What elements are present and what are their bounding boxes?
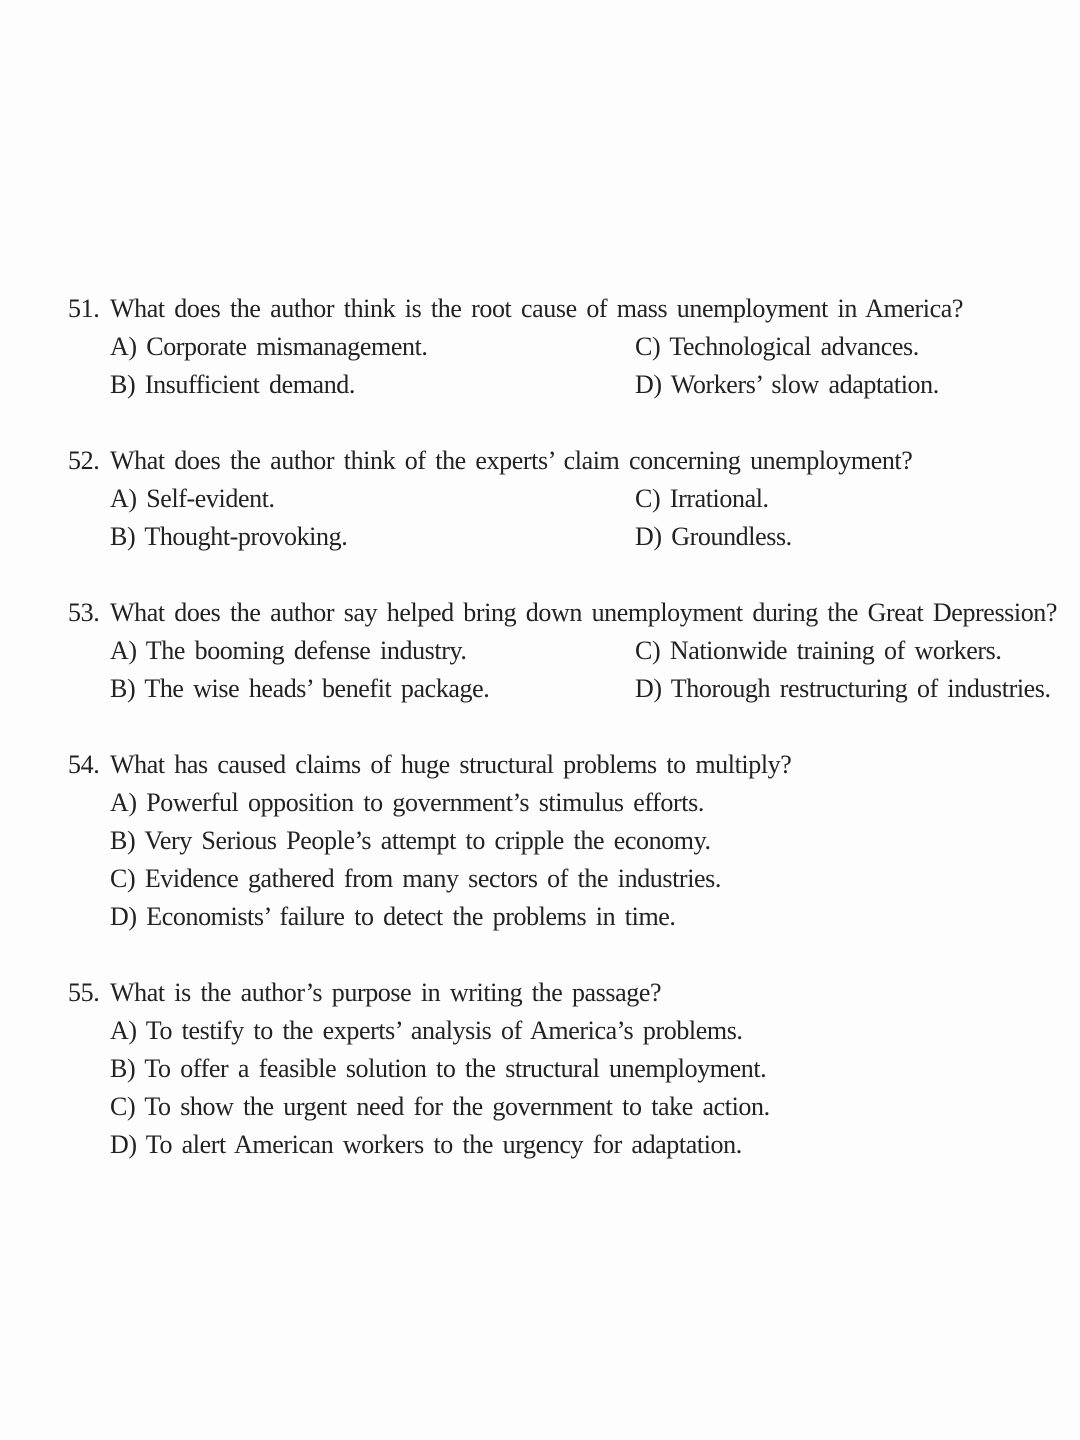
- options-list: [110, 1012, 1060, 1164]
- option-item: [635, 632, 1060, 670]
- option-label: B): [110, 826, 136, 855]
- option-text: Very Serious People’s attempt to cripple the economy.: [144, 826, 711, 855]
- option-text: Self-evident.: [146, 484, 275, 513]
- question-number: 52.: [68, 446, 100, 475]
- options-grid: [110, 480, 1060, 556]
- option-text: Groundless.: [671, 522, 792, 551]
- option-label: A): [110, 788, 137, 817]
- option-text: To offer a feasible solution to the structural unemployment.: [144, 1054, 767, 1083]
- option-text: Evidence gathered from many sectors of the industries.: [144, 864, 721, 893]
- question-line: [68, 290, 1060, 328]
- question-line: [68, 974, 1060, 1012]
- question-53: [68, 594, 1060, 708]
- option-item: [110, 1012, 1060, 1050]
- option-text: To show the urgent need for the government to take action.: [144, 1092, 770, 1121]
- option-text: Workers’ slow adaptation.: [670, 370, 939, 399]
- question-52: [68, 442, 1060, 556]
- options-grid: [110, 328, 1060, 404]
- option-text: Powerful opposition to government’s stimulus efforts.: [146, 788, 704, 817]
- option-label: A): [110, 332, 137, 361]
- question-number: 55.: [68, 978, 100, 1007]
- question-text: What has caused claims of huge structural problems to multiply?: [110, 750, 792, 779]
- option-item: [635, 328, 1060, 366]
- option-label: D): [635, 522, 662, 551]
- question-line: [68, 442, 1060, 480]
- question-text: What is the author’s purpose in writing the passage?: [110, 978, 662, 1007]
- question-number: 51.: [68, 294, 100, 323]
- option-item: [110, 518, 635, 556]
- option-label: A): [110, 636, 137, 665]
- option-item: [110, 898, 1060, 936]
- option-label: B): [110, 522, 136, 551]
- option-label: A): [110, 1016, 137, 1045]
- option-text: Insufficient demand.: [144, 370, 355, 399]
- option-text: To testify to the experts’ analysis of America’s problems.: [145, 1016, 743, 1045]
- option-text: Economists’ failure to detect the problems in time.: [146, 902, 676, 931]
- option-text: The wise heads’ benefit package.: [144, 674, 490, 703]
- option-label: C): [110, 864, 136, 893]
- option-label: C): [635, 484, 661, 513]
- question-line: [68, 746, 1060, 784]
- question-54: [68, 746, 1060, 936]
- option-item: [110, 860, 1060, 898]
- question-text: What does the author say helped bring down unemployment during the Great Depression?: [110, 598, 1058, 627]
- option-item: [635, 670, 1060, 708]
- question-text: What does the author think of the experts’ claim concerning unemployment?: [110, 446, 913, 475]
- option-label: C): [635, 332, 661, 361]
- option-item: [635, 480, 1060, 518]
- option-item: [110, 632, 635, 670]
- option-label: D): [635, 370, 662, 399]
- options-grid: [110, 632, 1060, 708]
- option-item: [110, 1050, 1060, 1088]
- option-text: Corporate mismanagement.: [146, 332, 428, 361]
- option-label: B): [110, 370, 136, 399]
- option-item: [110, 1088, 1060, 1126]
- option-item: [635, 366, 1060, 404]
- option-item: [110, 784, 1060, 822]
- option-label: B): [110, 674, 136, 703]
- options-list: [110, 784, 1060, 936]
- question-55: [68, 974, 1060, 1164]
- option-label: D): [110, 902, 137, 931]
- option-text: Nationwide training of workers.: [669, 636, 1002, 665]
- question-line: [68, 594, 1060, 632]
- question-text: What does the author think is the root cause of mass unemployment in America?: [110, 294, 963, 323]
- option-item: [110, 328, 635, 366]
- question-number: 53.: [68, 598, 100, 627]
- option-item: [110, 366, 635, 404]
- option-text: To alert American workers to the urgency for adaptation.: [145, 1130, 742, 1159]
- option-item: [635, 518, 1060, 556]
- option-text: Thought-provoking.: [144, 522, 348, 551]
- option-label: C): [635, 636, 661, 665]
- option-item: [110, 480, 635, 518]
- option-item: [110, 670, 635, 708]
- option-text: Technological advances.: [669, 332, 919, 361]
- option-label: A): [110, 484, 137, 513]
- option-label: B): [110, 1054, 136, 1083]
- option-text: The booming defense industry.: [145, 636, 467, 665]
- option-item: [110, 1126, 1060, 1164]
- option-item: [110, 822, 1060, 860]
- option-label: C): [110, 1092, 136, 1121]
- option-text: Thorough restructuring of industries.: [670, 674, 1051, 703]
- question-number: 54.: [68, 750, 100, 779]
- question-51: [68, 290, 1060, 404]
- option-label: D): [110, 1130, 137, 1159]
- option-text: Irrational.: [669, 484, 769, 513]
- option-label: D): [635, 674, 662, 703]
